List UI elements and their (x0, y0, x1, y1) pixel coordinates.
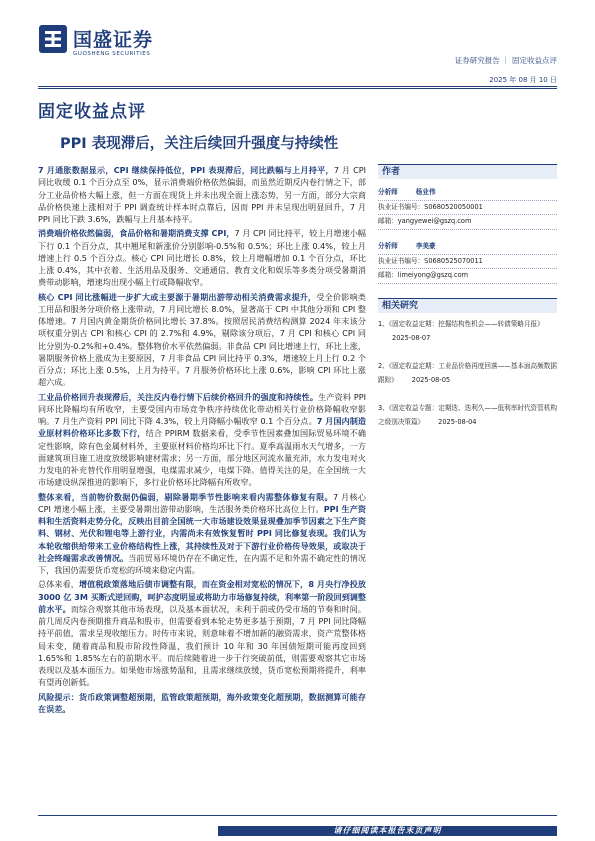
cert-label: 执业证书编号： (378, 256, 425, 265)
related-title[interactable]: 3、《固定收益专题：定期迭、迭利久——低利率时代资管机构之级别决策篇》 (378, 404, 557, 426)
report-date: 2025 年 08 月 10 日 (489, 76, 557, 84)
paragraph-emphasis: 7 月国内制造业原材料价格环比多数下行， (38, 416, 367, 439)
author-2 (378, 240, 557, 284)
report-category: 固定收益点评 (38, 102, 146, 122)
related-date: 2025-08-05 (411, 375, 451, 384)
related-item[interactable] (378, 402, 557, 429)
paragraph-lead: 整体来看，当前物价数据仍偏弱，剔除暑期季节性影响来看内需整体修复有限。 (38, 491, 333, 502)
paragraph-lead: 消费端价格依然偏弱，食品价格和暑期消费支撑 CPI， (38, 228, 235, 239)
email-label: 邮箱： (378, 217, 398, 225)
paragraph-text: 7 月 CPI 同比收缓 0.1 个百分点至 0%，显示消费端价格依然偏弱，而虽然近期反内卷行情之下，部分工业品价格大幅上涨，但一方面在现货上并未出现全面上涨态势，另一方面，部分大宗商品价格快速上涨相对于 PPI 调查统计样本时点靠后，因而 PPI 并未呈现出明显回升，7 月 PPI 同比下跌 3.6%，跌幅与上月基本持平。 (38, 165, 366, 224)
risk-text: 货币政策调整超预期，监管政策超预期，海外政策变化超预期，数据测算可能存在误差。 (38, 691, 366, 714)
paragraph-2 (38, 227, 366, 288)
company-logo (38, 20, 168, 68)
related-date: 2025-08-04 (438, 417, 477, 426)
author-name-row (378, 186, 557, 201)
author-name: 李美豪 (415, 242, 436, 250)
paragraph-3 (38, 291, 366, 389)
cert-number: S0680520050001 (424, 202, 483, 211)
paragraph-text: 当前贸易环境仍存在不确定性，在内需不足和外需不确定性的情况下，我国仍需要货币宽松的环境来稳定内需。 (38, 552, 366, 575)
author-email[interactable]: yangyewei@gszq.com (397, 217, 472, 225)
logo-icon (38, 24, 68, 54)
author-name-row (378, 240, 557, 255)
paragraph-lead: 工业品价格回升表现滞后，关注反内卷行情下后续价格回升的强度和持续性。 (38, 391, 319, 402)
paragraph-5 (38, 491, 366, 577)
paragraph-1 (38, 164, 366, 225)
cert-number: S0680525070011 (424, 256, 483, 265)
paragraph-text: 生产资料 PPI 同环比降幅均有所收窄，主要受国内市场竞争秩序持续优化带动相关行业价格降幅收窄影响。7 月生产资料 PPI 同比下降 4.3%，较上月降幅小幅收窄 0.1 个百分点。 (38, 391, 366, 426)
related-item[interactable] (378, 360, 557, 387)
paragraph-text: 结合 PPIRM 数据来看，受季节性因素叠加国际贸易环境不确定性影响，除有色金属材料外，主要原材料价格均环比下行。夏季高温雨水天气增多，一方面建筑项目施工进度放缓影响建材需求；另一方面，部分地区河流水量充沛，水力发电对火力发电的补充替代作用明显增强，电煤需求减少，电煤下降。值得关注的是，在全国统一大市场建设纵深推进的影响下，多行业价格环比降幅有所收窄。 (38, 428, 366, 488)
author-1 (378, 186, 557, 230)
related-title[interactable]: 1、《固定收益定期：挖掘结构性机会——转债策略月报》 (378, 320, 544, 328)
paragraph-text: 受全价影响类工用品和服务分项价格上涨带动，7 月同比增长 8.0%，显著高于 CPI 中其他分项和 CPI 整体增速。7 月国内黄金期货价格同比增长 37.8%。按照居民消费结构测算 2024 年末该分项权重分别占 CPI 和核心 CPI 的 2.7%和 4.9%，剔除该分项后，7 月 CPI 和核心 CPI 同比分别为-0.2%和+0.4%。整体物价水平依然偏弱。非食品 CPI 同比增速上行，环比上涨，暑期服务价格上涨成为主要原因，7 月非食品 CPI 同比持平 0.3%，增速较上月上行 0.2 个百分点；环比上涨 0.5%，上月为持平。7 月服务价格环比上涨 0.6%，影响 CPI 环比上涨超六成。 (38, 291, 366, 388)
author-email-row (378, 215, 557, 230)
author-name: 杨业伟 (415, 188, 436, 196)
paragraph-text: 总体来看， (38, 579, 79, 590)
email-label: 邮箱： (378, 271, 398, 279)
paragraph-text: 7 月核心 CPI 增速小幅上涨，主要受暑期出游带动影响，生活服务类价格环比高位上行。 (38, 491, 366, 514)
company-name-en: GUOSHENG SECURITIES (73, 51, 151, 57)
header-divider-thin (38, 88, 557, 89)
report-type: 证券研究报告 ｜ 固定收益点评 (454, 56, 557, 65)
related-header: 相关研究 (378, 298, 557, 313)
header-divider (38, 86, 557, 87)
company-name-cn: 国盛证券 (73, 29, 154, 51)
related-item[interactable] (378, 318, 557, 345)
author-email[interactable]: limeiyong@gszq.com (397, 271, 469, 279)
report-title: PPI 表现滞后，关注后续回升强度与持续性 (60, 136, 339, 152)
report-body (38, 164, 366, 717)
paragraph-text: 7 月 CPI 同比持平，较上月增速小幅下行 0.1 个百分点，其中翘尾和新涨价分别影响-0.5%和 0.5%；环比上涨 0.4%，较上月增速上行 0.5 个百分点。核心 CPI 同比增长 0.8%，较上月增幅增加 0.1 个百分点，环比上涨 0.4%，其中衣着、生活用品及服务、交通通信、教育文化和娱乐等多类分项受暑期消费带动影响，增速均出现小幅上行或降幅收窄。 (38, 228, 366, 288)
risk-warning (38, 691, 366, 716)
author-cert-row (378, 201, 557, 216)
footer-divider (38, 815, 557, 816)
related-title[interactable]: 2、《固定收益定期：工业品价格再度回落——基本面高频数据跟踪》 (378, 362, 557, 384)
paragraph-lead: 7 月通胀数据显示，CPI 继续保持低位，PPI 表现滞后，同比跌幅与上月持平， (38, 165, 334, 175)
paragraph-6 (38, 578, 366, 688)
paragraph-emphasis: PPI 生产资料和生活资料走势分化，反映出目前全国统一大市场建设效果显现叠加季节因素之下生产资料、钢材、光伏和锂电等上游行业，内需尚未有效恢复暂时 PPI 同比修复表现。我们认为本轮收缩供给带来工业价格结构性上涨，其持续性及对于下游行业价格传导效果，或取决于社会终端需求改善情况。 (38, 503, 366, 563)
authors-header: 作者 (378, 164, 557, 179)
paragraph-4 (38, 391, 366, 489)
author-cert-row (378, 255, 557, 270)
risk-lead: 风险提示： (38, 691, 80, 702)
paragraph-emphasis: 增值税政策落地后债市调整有限，而在资金相对宽松的情况下，8 月央行净投放 3000 亿 3M 买断式逆回购，呵护态度明显或将助力市场修复持续，利率第一阶段回到调整前水平。 (38, 579, 366, 614)
related-date: 2025-08-07 (392, 333, 431, 342)
footer-disclaimer: 请仔细阅读本报告末页声明 (333, 826, 442, 835)
author-role: 分析师 (378, 188, 398, 196)
cert-label: 执业证书编号： (378, 202, 425, 211)
paragraph-lead: 核心 CPI 同比涨幅进一步扩大或主要源于暑期出游带动相关消费需求提升， (38, 291, 317, 302)
author-role: 分析师 (378, 242, 398, 250)
author-email-row (378, 269, 557, 284)
paragraph-text: 而综合观察其他市场表现，以及基本面状况，未利于前或仍受市场的节奏和时间。前几周反内卷预期推升商品和股市，但需要看到本轮走势更多基于预期，7 月 PPI 同比降幅持平前值，需求呈现收缩压力。时传市来说，则意味着不增加新的融资需求，资产荒整体格局未变，随着商品和股市阶段性降温，我们预计 10 年和 30 年国债短期可能再度回到 1.65%和 1.85%左右的前期水平。而后续随着进一步于行突破前低，则需要观察其它市场表现以及基本面压力。如果他市场涨势温和，且需求继续放缓，货币宽松预期将提升，利率有望再创新低。 (38, 603, 366, 688)
